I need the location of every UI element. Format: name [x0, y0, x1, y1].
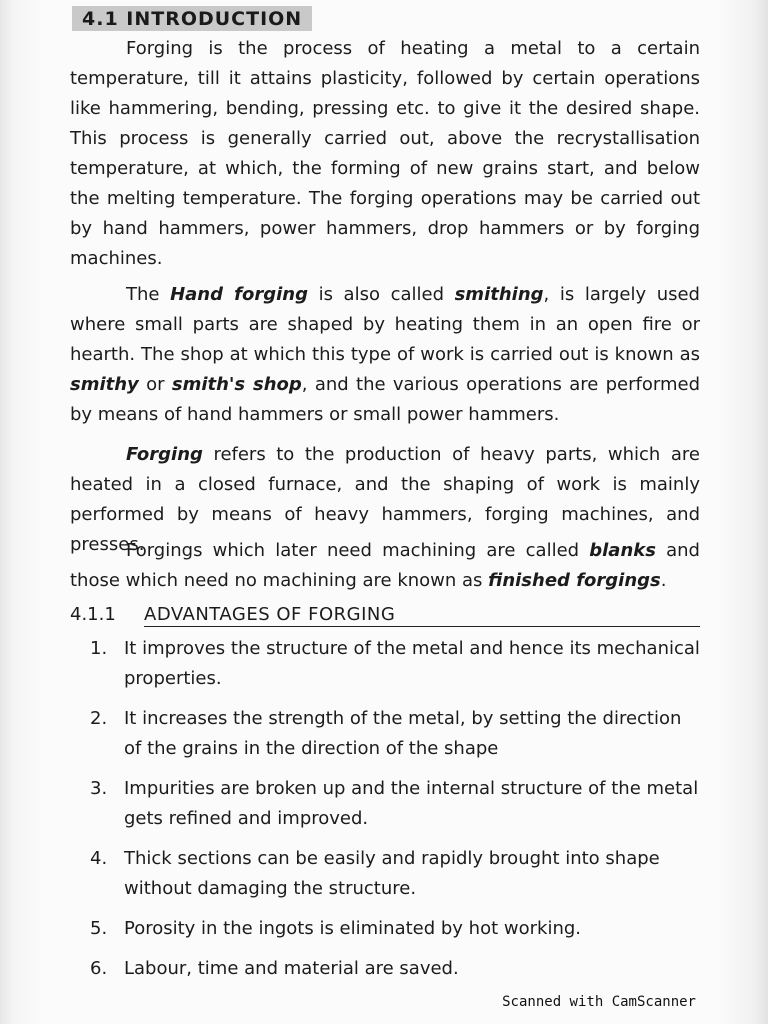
bold-term: smith's shop: [171, 374, 302, 395]
bold-term: smithy: [70, 374, 139, 395]
list-item: [70, 914, 700, 944]
subsection-number: 4.1.1: [70, 604, 116, 625]
list-item-text: Porosity in the ingots is eliminated by hot working.: [124, 918, 581, 939]
subsection-heading: [70, 602, 700, 628]
list-item: [70, 634, 700, 694]
paragraph-text: The: [126, 284, 171, 305]
paragraph-text: , and the various operations are performed by means of hand hammers or small power hammers.: [70, 374, 700, 425]
scanner-watermark: Scanned with CamScanner: [502, 994, 696, 1010]
list-item: [70, 774, 700, 834]
paragraph-text: is also called: [307, 284, 455, 305]
list-item-number: 1.: [90, 638, 108, 659]
paragraph-text: refers to the production of heavy parts, which are heated in a closed furnace, and the shaping of work is mainly performed by means of heavy hammers, forging machines, and presses.: [70, 444, 700, 555]
list-item-number: 3.: [90, 778, 108, 799]
paragraph-2: [70, 280, 700, 430]
bold-term: Forging: [126, 444, 203, 465]
bold-term: finished forgings: [488, 570, 661, 591]
paragraph-text: and those which need no machining are known as: [70, 540, 700, 591]
paragraph-text: or: [138, 374, 172, 395]
paragraph-4: [70, 536, 700, 596]
advantages-list: [70, 634, 700, 994]
list-item-number: 4.: [90, 848, 108, 869]
list-item-text: It increases the strength of the metal, by setting the direction of the grains in the direction of the shape: [124, 708, 682, 759]
subsection-title: ADVANTAGES OF FORGING: [144, 604, 396, 625]
list-item-text: It improves the structure of the metal and hence its mechanical properties.: [124, 638, 700, 689]
list-item-number: 2.: [90, 708, 108, 729]
list-item: [70, 844, 700, 904]
list-item-text: Labour, time and material are saved.: [124, 958, 459, 979]
list-item-number: 5.: [90, 918, 108, 939]
bold-term: Hand forging: [170, 284, 308, 305]
paragraph-text: , is largely used where small parts are shaped by heating them in an open fire or hearth. The shop at which this type of work is carried out is known as: [70, 284, 700, 365]
paragraph-text: Forgings which later need machining are called: [126, 540, 590, 561]
list-item-text: Thick sections can be easily and rapidly brought into shape without damaging the structure.: [124, 848, 660, 899]
subsection-underline: [144, 626, 700, 627]
list-item: [70, 704, 700, 764]
bold-term: smithing: [454, 284, 544, 305]
list-item-text: Impurities are broken up and the internal structure of the metal gets refined and improved.: [124, 778, 699, 829]
bold-term: blanks: [589, 540, 656, 561]
list-item-number: 6.: [90, 958, 108, 979]
list-item: [70, 954, 700, 984]
section-heading: 4.1 INTRODUCTION: [72, 6, 312, 31]
paragraph-1: [70, 34, 700, 274]
paragraph-text: .: [660, 570, 667, 591]
paragraph-text: Forging is the process of heating a metal to a certain temperature, till it attains plasticity, followed by certain operations like hammering, bending, pressing etc. to give it the desired shape. This process is generally carried out, above the recrystallisation temperature, at which, the forming of new grains start, and below the melting temperature. The forging operations may be carried out by hand hammers, power hammers, drop hammers or by forging machines.: [70, 38, 700, 269]
